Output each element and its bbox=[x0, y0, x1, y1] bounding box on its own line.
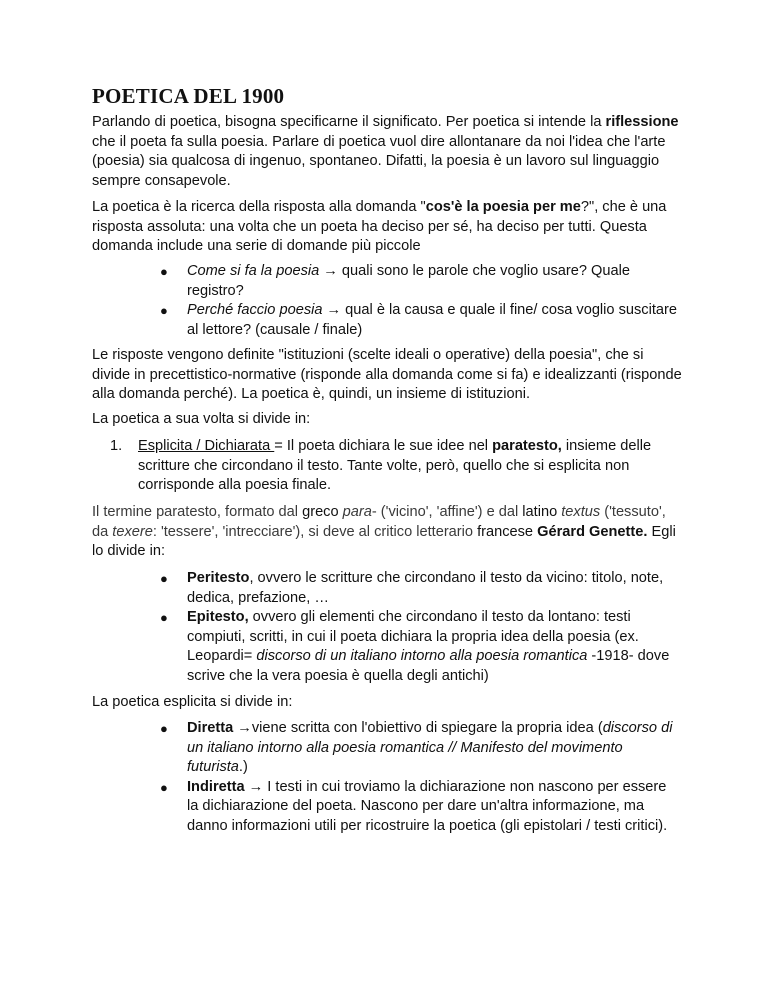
paragraph-divisione: La poetica a sua volta si divide in: bbox=[92, 411, 311, 427]
esplicita-list bbox=[160, 719, 680, 836]
list-item: ● Diretta →viene scritta con l'obiettivo di spiegare la propria idea (discorso di un italiano intorno alla poesia romantica // Manifesto del movimento futurista.) bbox=[160, 720, 673, 775]
bullet-icon: ● bbox=[160, 779, 168, 795]
paragraph-paratesto: Il termine paratesto, formato dal greco para- ('vicino', 'affine') e dal latino textus ('tessuto', da texere: 'tessere', 'intrecciare'), si deve al critico letterario francese Gérard Genette. Egli lo divide in: bbox=[92, 504, 676, 559]
list-item: 1. Esplicita / Dichiarata = Il poeta dichiara le sue idee nel paratesto, insieme delle scritture che circondano il testo. Tante volte, però, quello che si esplicita non corrisponde alla poesia finale. bbox=[110, 438, 652, 493]
questions-list bbox=[160, 262, 680, 340]
bullet-icon: ● bbox=[160, 610, 168, 625]
paratesto-list bbox=[160, 569, 680, 686]
paragraph-intro: Parlando di poetica, bisogna specificarne il significato. Per poetica si intende la riflessione che il poeta fa sulla poesia. Parlare di poetica vuol dire allontanare da noi l'idea che l'arte (poesia) sia qualcosa di ingenuo, spontaneo. Difatti, la poesia è un lavoro sul linguaggio sempre consapevole. bbox=[92, 114, 679, 189]
list-item: ● Come si fa la poesia → quali sono le parole che voglio usare? Quale registro? bbox=[160, 263, 630, 299]
paragraph-esplicita: La poetica esplicita si divide in: bbox=[92, 694, 293, 710]
list-item: ● Epitesto, ovvero gli elementi che circondano il testo da lontano: testi compiuti, scritti, in cui il poeta dichiara la propria idea della poesia (ex. Leopardi= discorso di un italiano intorno alla poesia romantica -1918- dove scrive che la vera poesia è quella degli antichi) bbox=[160, 609, 670, 684]
list-item: ● Peritesto, ovvero le scritture che circondano il testo da vicino: titolo, note, dedica, prefazione, … bbox=[160, 570, 664, 606]
page-title: POETICA DEL 1900 bbox=[92, 84, 285, 108]
bullet-icon: ● bbox=[160, 571, 168, 586]
numbered-list bbox=[110, 437, 682, 496]
paragraph-question: La poetica è la ricerca della risposta alla domanda "cos'è la poesia per me?", che è una risposta assoluta: una volta che un poeta ha deciso per sé, ha deciso per tutti. Questa domanda include una serie di domande più piccole bbox=[92, 199, 667, 254]
bullet-icon: ● bbox=[160, 303, 168, 318]
list-item: ● Indiretta → I testi in cui troviamo la dichiarazione non nascono per essere la dichiarazione del poeta. Nascono per dare un'altra informazione, ma danno informazioni utili per ricostruire la poetica (gli epistolari / testi critici). bbox=[160, 778, 668, 834]
paragraph-istituzioni: Le risposte vengono definite "istituzioni (scelte ideali o operative) della poesia", che si divide in precettistico-normative (risponde alla domanda come si fa) e idealizzanti (risponde alla domanda perché). La poetica è, quindi, un insieme di istituzioni. bbox=[92, 347, 682, 402]
bullet-icon: ● bbox=[160, 264, 168, 279]
bullet-icon: ● bbox=[160, 721, 168, 736]
list-item: ● Perché faccio poesia → qual è la causa e quale il fine/ cosa voglio suscitare al lettore? (causale / finale) bbox=[160, 302, 677, 338]
